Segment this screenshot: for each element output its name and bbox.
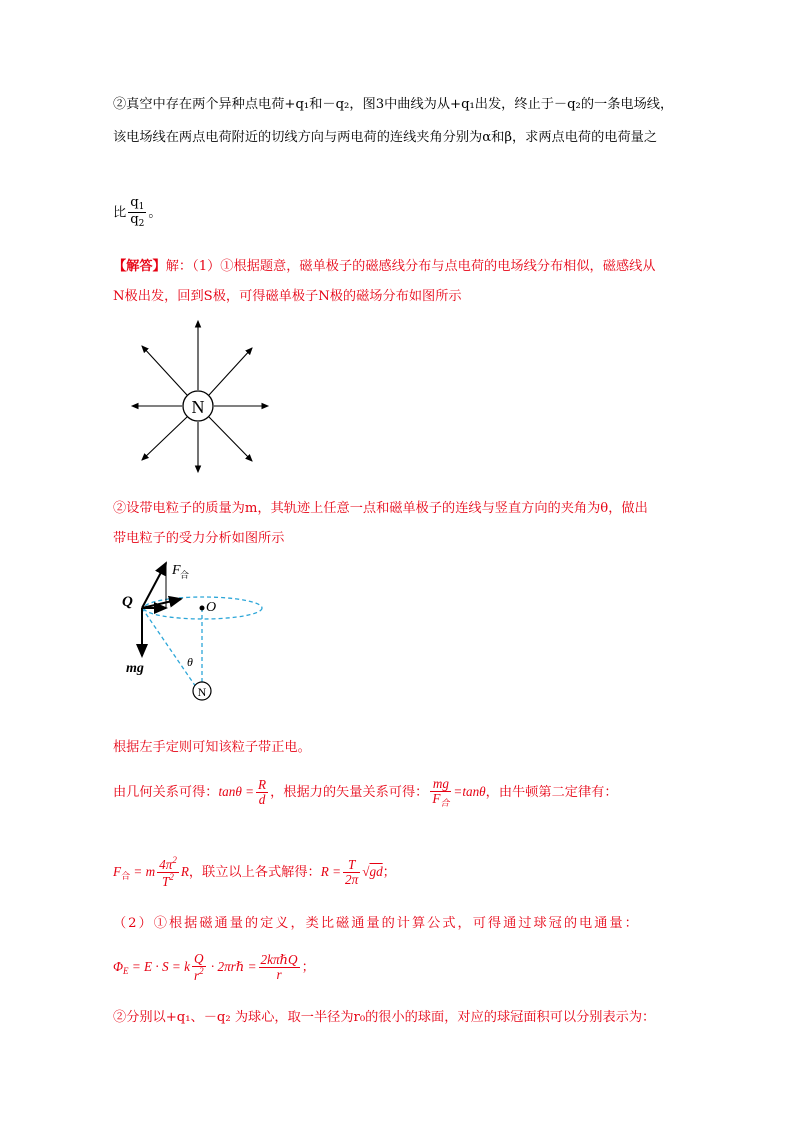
eq-sqrt: √gd bbox=[362, 864, 383, 879]
monopole-field-figure bbox=[128, 318, 278, 478]
problem-line-1: ②真空中存在两个异种点电荷+q₁和－q₂，图3中曲线为从+q₁出发，终止于－q₂的一条电场线， bbox=[113, 97, 674, 112]
answer-line-5: 根据左手定则可知该粒子带正电。 bbox=[113, 740, 311, 755]
eq-centripetal-frac: $\frac{4\pi^2}{T^2}$ bbox=[159, 855, 177, 889]
eq-mg-frac: $\frac{mg}{F_合}$ bbox=[432, 775, 450, 808]
fig2-mg-label: mg bbox=[126, 661, 144, 676]
fig2-q-label: Q bbox=[122, 594, 133, 610]
fig2-f-label: F bbox=[172, 563, 181, 578]
answer-line-10: ②分别以+q₁、－q₂ 为球心，取一半径为r₀的很小的球面，对应的球冠面积可以分别表示为： bbox=[113, 1010, 656, 1025]
force-analysis-figure bbox=[120, 556, 280, 706]
fig2-f-sub: 合 bbox=[180, 570, 190, 580]
answer-line-4: 带电粒子的受力分析如图所示 bbox=[113, 531, 285, 546]
fig1-n-label: N bbox=[191, 397, 205, 417]
answer-line-1: 【解答】解：（1）①根据题意，磁单极子的磁感线分布与点电荷的电场线分布相似，磁感线从 bbox=[113, 259, 656, 274]
eq-tan-frac: $\frac{R}{d}$ bbox=[258, 777, 267, 807]
answer-tag: 【解答】 bbox=[113, 259, 166, 274]
eq-flux-frac-2: $\frac{\text{2kπℏQ}}{r}$ bbox=[260, 952, 298, 982]
ratio-prefix: 比 bbox=[113, 205, 127, 221]
answer-line-3: ②设带电粒子的质量为m，其轨迹上任意一点和磁单极子的连线与竖直方向的夹角为θ，做出 bbox=[113, 501, 648, 516]
answer-line-6: 由几何关系可得：tanθ = $\frac{R}{d}$ ，根据力的矢量关系可得： $\frac{mg}{F_合}$ =tanθ，由牛顿第二定律有： bbox=[113, 775, 618, 808]
ratio-fraction: $\frac{q_1}{q_2}$ bbox=[130, 195, 145, 230]
fig2-n-label: N bbox=[197, 685, 207, 699]
fig2-theta-label: θ bbox=[187, 655, 193, 669]
problem-line-2: 该电场线在两点电荷附近的切线方向与两电荷的连线夹角分别为α和β，求两点电荷的电荷量之 bbox=[113, 130, 658, 145]
fig2-o-label: O bbox=[206, 600, 217, 615]
answer-line-9: $\Phi_E = E \cdot S = k$ $\frac{Q}{r^2}$ · 2πrℏ = $\frac{\text{2kπℏQ}}{r}$ ； bbox=[113, 951, 315, 983]
eq-tan-lhs: tanθ = bbox=[218, 784, 255, 799]
eq-flux-frac-1: $\frac{Q}{r^2}$ bbox=[193, 951, 204, 983]
eq-result-frac: $\frac{T}{2\pi}$ bbox=[345, 857, 359, 887]
answer-line-2: N极出发，回到S极，可得磁单极子N极的磁场分布如图所示 bbox=[113, 289, 462, 304]
answer-line-8: （2）①根据磁通量的定义，类比磁通量的计算公式，可得通过球冠的电通量： bbox=[113, 916, 640, 931]
answer-line-7: $F_合 = m$ $\frac{4\pi^2}{T^2}$ R，联立以上各式解得：R = $\frac{T}{2\pi}$ √gd； bbox=[113, 855, 396, 889]
problem-line-3: 比 $\frac{q_1}{q_2}$ 。 bbox=[113, 195, 162, 230]
